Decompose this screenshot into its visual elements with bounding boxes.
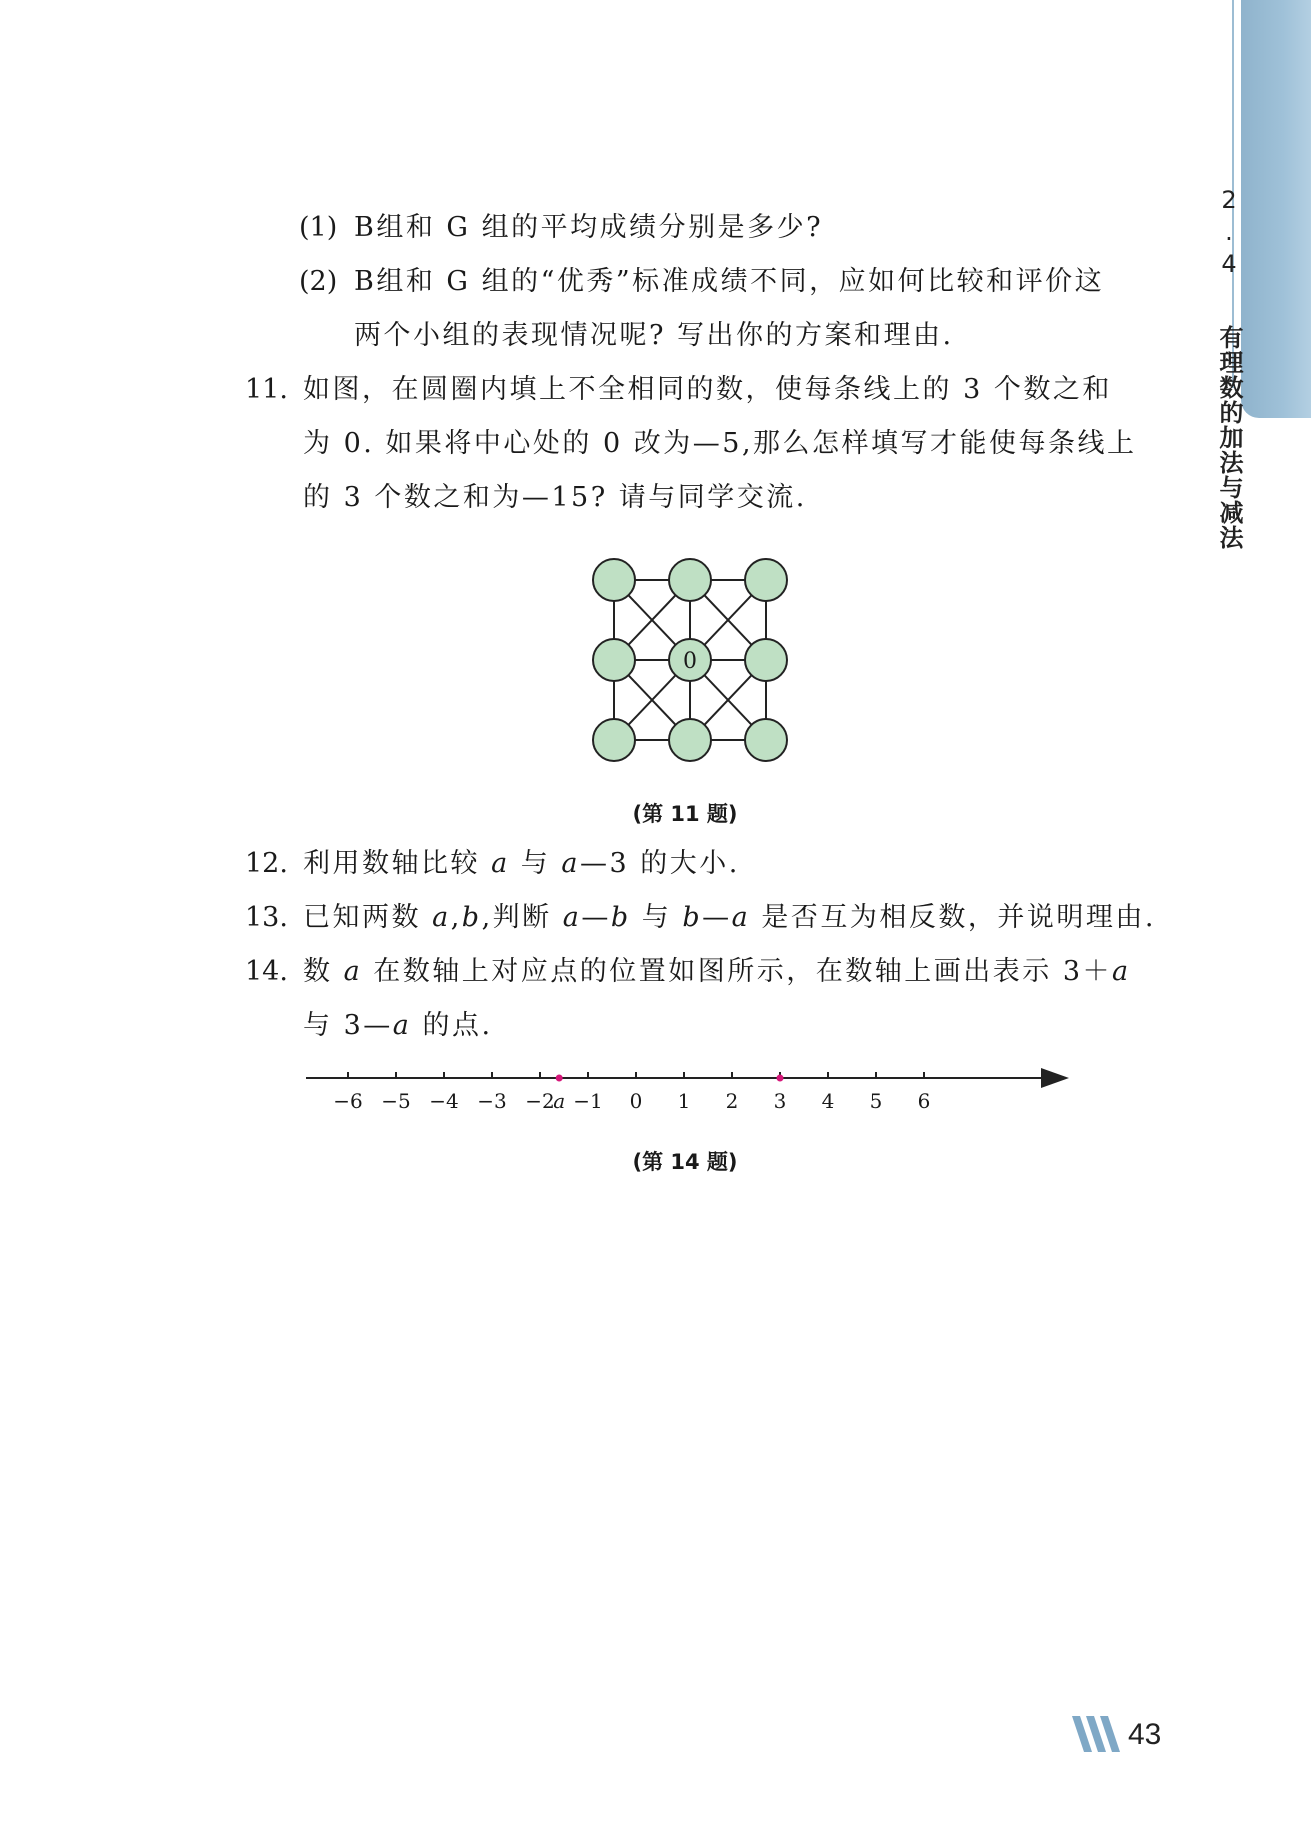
number-line-figure [300,1058,1080,1128]
q12-text: 利用数轴比较 a 与 a—3 的大小. [303,848,740,879]
point-a-marker [556,1075,563,1082]
point-a-label: a [553,1089,566,1113]
q11-line3: 的 3 个数之和为—15? 请与同学交流. [303,482,807,513]
tick-label: −2 [525,1089,555,1113]
q14-line1: 数 a 在数轴上对应点的位置如图所示，在数轴上画出表示 3＋a [303,956,1131,987]
section-title: 有理数的加法与减法 [1215,325,1243,550]
tick-label: −4 [429,1089,459,1113]
tick-label: 2 [725,1089,739,1113]
q14-number: 14. [245,956,288,987]
q13-text: 已知两数 a,b,判断 a—b 与 b—a 是否互为相反数，并说明理由. [303,902,1156,933]
empty-circle [745,639,787,681]
center-value: 0 [683,649,697,674]
page-number-stripes-icon [1072,1716,1124,1752]
tick-label: 4 [821,1089,835,1113]
q13-number: 13. [245,902,288,933]
figure-11-caption: (第 11 题) [632,802,738,826]
empty-circle [669,559,711,601]
empty-circle [593,639,635,681]
tick-label: 0 [629,1089,643,1113]
sub2-line2: 两个小组的表现情况呢? 写出你的方案和理由. [354,320,954,351]
q11-line1: 如图，在圆圈内填上不全相同的数，使每条线上的 3 个数之和 [303,374,1112,405]
q11-line2: 为 0. 如果将中心处的 0 改为—5,那么怎样填写才能使每条线上 [303,428,1137,459]
q12-number: 12. [245,848,288,879]
tick-label: −5 [381,1089,411,1113]
side-tab-band [1241,0,1311,418]
sub1-label: (1) [299,212,338,243]
figure-14-caption: (第 14 题) [632,1150,738,1174]
tick-label: 1 [677,1089,691,1113]
tick-label: −6 [333,1089,363,1113]
sub2-label: (2) [299,266,338,297]
circle-grid-figure [590,556,790,766]
point-3-marker [777,1075,784,1082]
empty-circle [745,719,787,761]
section-number: 2.4 [1215,186,1243,282]
tick-label: 6 [917,1089,931,1113]
empty-circle [593,559,635,601]
tick-label: 5 [869,1089,883,1113]
q14-line2: 与 3—a 的点. [303,1010,493,1041]
sub2-line1: B组和 G 组的“优秀”标准成绩不同，应如何比较和评价这 [354,266,1105,297]
page-number: 43 [1128,1718,1162,1751]
empty-circle [669,719,711,761]
sub1-text: B组和 G 组的平均成绩分别是多少? [354,212,824,243]
empty-circle [745,559,787,601]
q11-number: 11. [245,374,288,405]
section-side-tab [1215,186,1243,550]
empty-circle [593,719,635,761]
tick-label: 3 [773,1089,787,1113]
tick-label: −3 [477,1089,507,1113]
tick-label: −1 [573,1089,603,1113]
